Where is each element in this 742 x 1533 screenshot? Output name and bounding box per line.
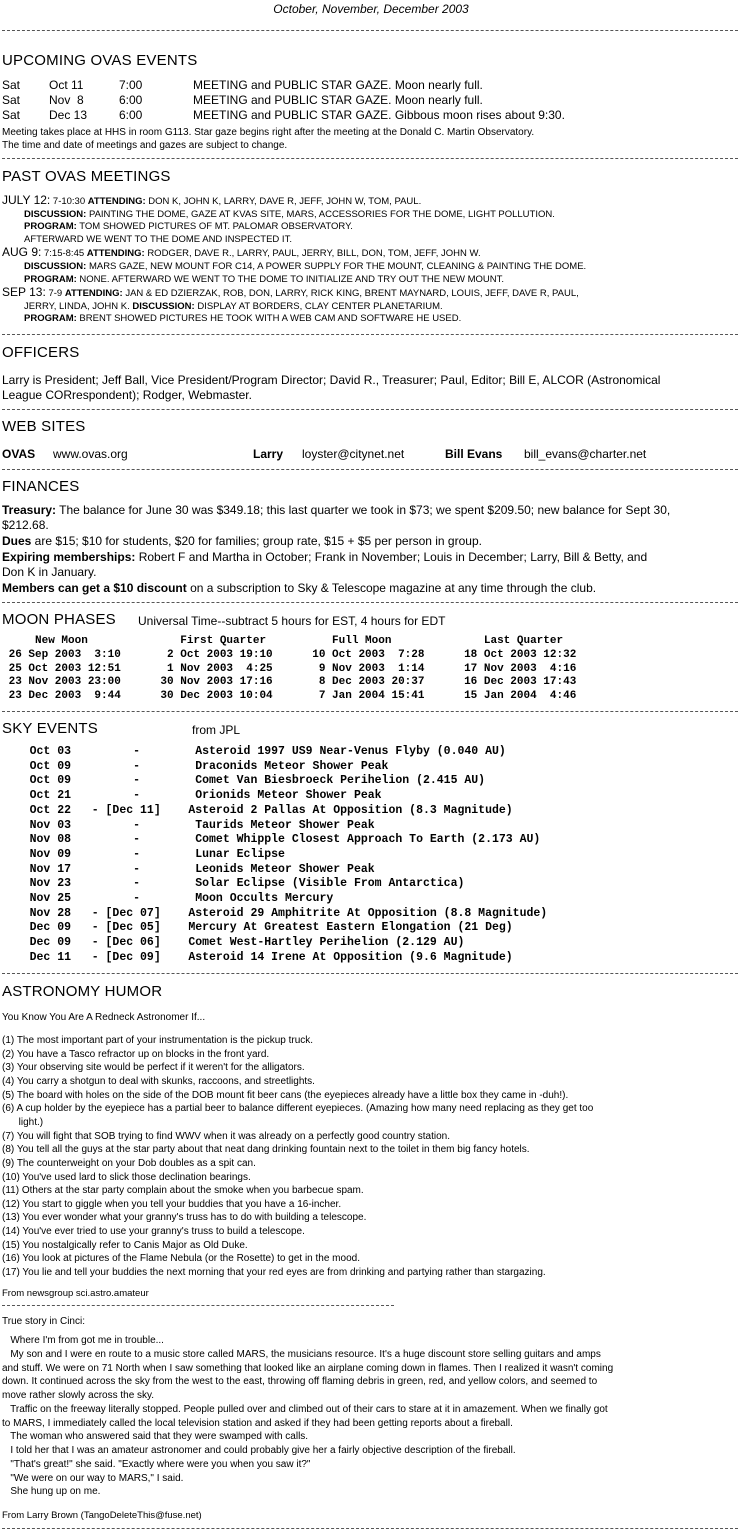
sky-events-source: from JPL xyxy=(192,723,241,737)
humor-item: (9) The counterweight on your Dob doubles as a spit can. xyxy=(2,1157,256,1169)
officers-line-2: League CORrespondent); Rodger, Webmaster. xyxy=(2,388,252,402)
web-sites-title: WEB SITES xyxy=(2,418,86,435)
dues-text: are $15; $10 for students, $20 for families; group rate, $15 + $5 per person in group. xyxy=(31,534,482,548)
treasury-line xyxy=(2,503,670,517)
humor-item: (11) Others at the star party complain about the smoke when you barbecue spam. xyxy=(2,1185,364,1197)
humor-item: (3) Your observing site would be perfect if it weren't for the alligators. xyxy=(2,1062,305,1074)
humor-item: (5) The board with holes on the side of the DOB mount fit beer cans (the eyepieces already have a little box they came in -duh!). xyxy=(2,1089,569,1101)
divider xyxy=(2,409,738,410)
humor-item: (13) You ever wonder what your granny's truss has to do with building a telescope. xyxy=(2,1212,367,1224)
humor-item: (15) You nostalgically refer to Canis Major as Old Duke. xyxy=(2,1239,248,1251)
divider xyxy=(2,1305,394,1306)
expiring-line-2: Don K in January. xyxy=(2,565,97,579)
sky-events-list xyxy=(2,745,547,966)
moon-phases-table xyxy=(2,649,576,703)
sky-event-row: Nov 17 - Leonids Meteor Shower Peak xyxy=(2,862,375,876)
finances-title: FINANCES xyxy=(2,478,80,495)
sep-attending: JAN & ED DZIERZAK, ROB, DON, LARRY, RICK KING, BRENT MAYNARD, LOUIS, JEFF, DAVE R, PAUL, xyxy=(125,288,579,300)
july-meeting-time: 7-10:30 xyxy=(52,196,86,207)
moon-phases-subtitle: Universal Time--subtract 5 hours for EST, 4 hours for EDT xyxy=(138,614,446,628)
story-line: She hung up on me. xyxy=(2,1486,101,1498)
story-line: to MARS, I immediately called the local television station and asked if they had been getting reports about a fireball. xyxy=(2,1417,513,1429)
expiring-text: Robert F and Martha in October; Frank in November; Louis in December; Larry, Bill & Betty, and xyxy=(135,550,648,564)
meeting-location-note: Meeting takes place at HHS in room G113. Star gaze begins right after the meeting at the Donald C. Martin Observatory. xyxy=(2,127,535,138)
july-meeting-label: JULY 12: xyxy=(2,193,51,207)
story-line: The woman who answered said that they were swamped with calls. xyxy=(2,1431,309,1443)
sky-event-row: Oct 03 - Asteroid 1997 US9 Near-Venus Flyby (0.040 AU) xyxy=(2,745,506,758)
ovas-label xyxy=(2,447,35,461)
treasury-line-2: $212.68. xyxy=(2,518,49,532)
moon-phase-row: 23 Dec 2003 9:44 30 Dec 2003 10:04 7 Jan 2004 15:41 15 Jan 2004 4:46 xyxy=(2,689,577,702)
larry-label-text: Larry xyxy=(253,447,284,461)
sep-meeting-time: 7-9 xyxy=(48,288,63,300)
july-discussion: PAINTING THE DOME, GAZE AT KVAS SITE, MARS, ACCESSORIES FOR THE DOME, LIGHT POLLUTION. xyxy=(88,208,555,220)
moon-phases-title: MOON PHASES xyxy=(2,611,116,628)
program-label: PROGRAM: xyxy=(24,221,77,233)
divider xyxy=(2,469,738,470)
larry-label xyxy=(253,447,283,461)
astronomy-humor-title: ASTRONOMY HUMOR xyxy=(2,983,163,1000)
program-label: PROGRAM: xyxy=(24,273,77,285)
event-description: MEETING and PUBLIC STAR GAZE. Moon nearly full. xyxy=(193,78,483,92)
dues-line xyxy=(2,534,482,548)
sky-event-row: Oct 22 - [Dec 11] Asteroid 2 Pallas At Opposition (8.3 Magnitude) xyxy=(2,803,513,817)
event-date: Dec 13 xyxy=(49,108,88,122)
program-label: PROGRAM: xyxy=(24,313,77,325)
past-meetings-body xyxy=(2,194,740,326)
sep-attending-cont: JERRY, LINDA, JOHN K. xyxy=(24,300,130,312)
bill-label xyxy=(445,447,502,461)
event-day: Sat xyxy=(2,78,21,92)
divider xyxy=(2,602,738,603)
sky-event-row: Nov 28 - [Dec 07] Asteroid 29 Amphitrite At Opposition (8.8 Magnitude) xyxy=(2,906,548,920)
story-line: I told her that I was an amateur astronomer and could probably give her a fairly objective description of the fireball. xyxy=(2,1445,516,1456)
sky-event-row: Dec 11 - [Dec 09] Asteroid 14 Irene At Opposition (9.6 Magnitude) xyxy=(2,950,513,964)
humor-item: (4) You carry a shotgun to deal with skunks, raccoons, and streetlights. xyxy=(2,1075,315,1087)
discount-label: Members can get a $10 discount xyxy=(2,581,187,595)
humor-item: (14) You've ever tried to use your granny's truss to build a telescope. xyxy=(2,1226,305,1238)
sep-program: BRENT SHOWED PICTURES HE TOOK WITH A WEB CAM AND SOFTWARE HE USED. xyxy=(79,313,462,325)
ovas-label-text: OVAS xyxy=(2,447,36,461)
ovas-url-link[interactable]: www.ovas.org xyxy=(53,447,128,461)
dues-label: Dues xyxy=(2,534,32,548)
humor-source: From newsgroup sci.astro.amateur xyxy=(2,1288,149,1299)
moon-phase-row: 23 Nov 2003 23:00 30 Nov 2003 17:16 8 Dec 2003 20:37 16 Dec 2003 17:43 xyxy=(2,676,577,689)
divider xyxy=(2,30,738,31)
discussion-label: DISCUSSION: xyxy=(24,208,87,220)
sky-event-row: Nov 23 - Solar Eclipse (Visible From Antarctica) xyxy=(2,877,465,891)
story-line: and stuff. We were on 71 North when I saw something that looked like an airplane coming down in flames. Then I realized it wasn't coming xyxy=(2,1362,614,1374)
discussion-label: DISCUSSION: xyxy=(132,300,195,312)
humor-item: (6) A cup holder by the eyepiece has a partial beer to balance different eyepieces. (Amazing how many need replacing as they get too xyxy=(2,1103,594,1115)
sky-event-row: Dec 09 - [Dec 06] Comet West-Hartley Perihelion (2.129 AU) xyxy=(2,936,465,950)
bill-email-link[interactable]: bill_evans@charter.net xyxy=(524,447,647,461)
story-line: "We were on our way to MARS," I said. xyxy=(2,1472,184,1484)
officers-title: OFFICERS xyxy=(2,344,80,361)
event-date: Oct 11 xyxy=(49,78,84,92)
humor-item: (10) You've used lard to slick those declination bearings. xyxy=(2,1171,251,1183)
discussion-label: DISCUSSION: xyxy=(24,260,87,272)
bill-label-text: Bill Evans xyxy=(445,447,503,461)
sep-meeting-label: SEP 13: xyxy=(2,285,46,300)
past-meetings-title: PAST OVAS MEETINGS xyxy=(2,168,171,185)
sky-event-row: Oct 09 - Draconids Meteor Shower Peak xyxy=(2,759,389,773)
event-time: 6:00 xyxy=(119,108,143,122)
event-time: 6:00 xyxy=(119,93,143,107)
story-line: Where I'm from got me in trouble... xyxy=(2,1335,164,1346)
story-line: Traffic on the freeway literally stopped. People pulled over and climbed out of their cars to stare at it in amazement. When we finally got xyxy=(2,1403,608,1415)
humor-item: (8) You tell all the guys at the star party about that neat dang drinking fountain next to the toilet in them big fancy hotels. xyxy=(2,1144,530,1156)
event-description: MEETING and PUBLIC STAR GAZE. Moon nearly full. xyxy=(193,93,483,107)
upcoming-events-title: UPCOMING OVAS EVENTS xyxy=(2,52,198,69)
humor-intro: You Know You Are A Redneck Astronomer If... xyxy=(2,1012,206,1023)
divider xyxy=(2,334,738,335)
divider xyxy=(2,711,738,712)
aug-program: NONE. AFTERWARD WE WENT TO THE DOME TO INITIALIZE AND TRY OUT THE NEW MOUNT. xyxy=(79,273,504,285)
attending-label: ATTENDING: xyxy=(64,288,123,300)
july-attending: DON K, JOHN K, LARRY, DAVE R, JEFF, JOHN W, TOM, PAUL. xyxy=(148,196,422,207)
aug-meeting-time: 7:15-8:45 xyxy=(44,248,85,260)
story-line: down. It continued across the sky from the west to the east, throwing off flaming debris in green, red, and yellow colors, and seemed to xyxy=(2,1376,598,1388)
discount-text: on a subscription to Sky & Telescope magazine at any time through the club. xyxy=(186,581,597,595)
event-time: 7:00 xyxy=(119,78,143,92)
story-line: "That's great!" she said. "Exactly where were you when you saw it?" xyxy=(2,1458,311,1470)
attending-label: ATTENDING: xyxy=(87,196,146,207)
humor-item: (2) You have a Tasco refractor up on blocks in the front yard. xyxy=(2,1048,270,1060)
aug-meeting-label: AUG 9: xyxy=(2,245,42,260)
humor-item: (16) You look at pictures of the Flame Nebula (or the Rosette) to get in the mood. xyxy=(2,1253,360,1265)
event-day: Sat xyxy=(2,108,21,122)
sky-event-row: Nov 09 - Lunar Eclipse xyxy=(2,847,285,861)
humor-item: (12) You start to giggle when you tell your buddies that you have a 16-incher. xyxy=(2,1198,342,1210)
discount-line xyxy=(2,581,596,595)
schedule-change-note: The time and date of meetings and gazes are subject to change. xyxy=(2,140,288,151)
sky-event-row: Oct 21 - Orionids Meteor Shower Peak xyxy=(2,789,382,803)
aug-discussion: MARS GAZE, NEW MOUNT FOR C14, A POWER SUPPLY FOR THE MOUNT, CLEANING & PAINTING THE DOME. xyxy=(88,260,587,272)
event-description: MEETING and PUBLIC STAR GAZE. Gibbous moon rises about 9:30. xyxy=(193,108,565,122)
expiring-line xyxy=(2,550,647,564)
july-program: TOM SHOWED PICTURES OF MT. PALOMAR OBSERVATORY. xyxy=(79,221,353,233)
sky-event-row: Nov 25 - Moon Occults Mercury xyxy=(2,892,334,906)
sky-event-row: Nov 08 - Comet Whipple Closest Approach To Earth (2.173 AU) xyxy=(2,833,541,847)
sky-events-title: SKY EVENTS xyxy=(2,720,98,737)
sep-discussion: DISPLAY AT BORDERS, CLAY CENTER PLANETARIUM. xyxy=(197,300,443,312)
event-date: Nov 8 xyxy=(49,93,84,107)
treasury-label: Treasury: xyxy=(2,503,57,517)
date-range-header: October, November, December 2003 xyxy=(273,2,469,16)
event-day: Sat xyxy=(2,93,21,107)
story-intro: True story in Cinci: xyxy=(2,1316,85,1327)
sky-event-row: Dec 09 - [Dec 05] Mercury At Greatest Eastern Elongation (21 Deg) xyxy=(2,921,513,935)
sky-event-row: Nov 03 - Taurids Meteor Shower Peak xyxy=(2,818,375,832)
treasury-text: The balance for June 30 was $349.18; this last quarter we took in $73; we spent $209.50; new balance for Sept 30, xyxy=(56,503,671,517)
officers-line-1: Larry is President; Jeff Ball, Vice President/Program Director; David R., Treasurer; Paul, Editor; Bill E, ALCOR (Astronomical xyxy=(2,373,661,387)
larry-email-link[interactable]: loyster@citynet.net xyxy=(302,447,405,461)
story-line: My son and I were en route to a music store called MARS, the musicians resource. It's a huge discount store selling guitars and amps xyxy=(2,1348,601,1360)
divider xyxy=(2,973,738,974)
humor-item: (17) You lie and tell your buddies the next morning that your red eyes are from drinking and partying rather than stargazing. xyxy=(2,1267,546,1279)
moon-phase-row: 25 Oct 2003 12:51 1 Nov 2003 4:25 9 Nov 2003 1:14 17 Nov 2003 4:16 xyxy=(2,662,577,675)
story-source: From Larry Brown (TangoDeleteThis@fuse.net) xyxy=(2,1510,202,1521)
sky-event-row: Oct 09 - Comet Van Biesbroeck Perihelion (2.415 AU) xyxy=(2,774,486,788)
moon-phases-header: New Moon First Quarter Full Moon Last Quarter xyxy=(2,635,564,647)
moon-phase-row: 26 Sep 2003 3:10 2 Oct 2003 19:10 10 Oct 2003 7:28 18 Oct 2003 12:32 xyxy=(2,649,577,661)
divider xyxy=(2,158,738,159)
humor-item: (1) The most important part of your instrumentation is the pickup truck. xyxy=(2,1035,314,1046)
humor-item: light.) xyxy=(2,1116,44,1128)
expiring-label: Expiring memberships: xyxy=(2,550,136,564)
aug-attending: RODGER, DAVE R., LARRY, PAUL, JERRY, BILL, DON, TOM, JEFF, JOHN W. xyxy=(147,248,481,260)
story-line: move rather slowly across the sky. xyxy=(2,1390,155,1401)
july-afterward: AFTERWARD WE WENT TO THE DOME AND INSPECTED IT. xyxy=(24,233,292,245)
divider xyxy=(2,1528,738,1529)
attending-label: ATTENDING: xyxy=(86,248,145,260)
humor-item: (7) You will fight that SOB trying to find WWV when it was already on a perfectly good country station. xyxy=(2,1130,450,1142)
